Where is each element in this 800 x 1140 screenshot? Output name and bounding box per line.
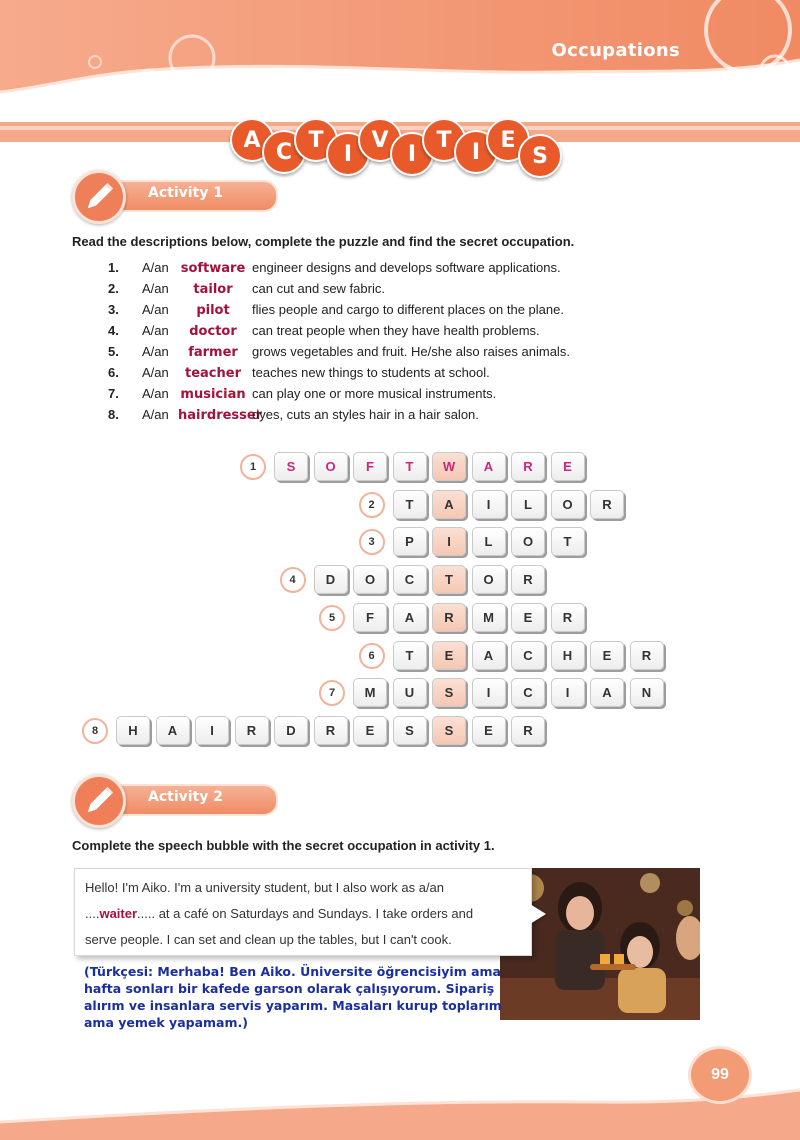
puzzle-row-number: 1	[240, 454, 266, 480]
item-description: flies people and cargo to different places on the plane.	[252, 302, 564, 317]
puzzle-cell[interactable]: A	[156, 716, 190, 745]
description-item	[108, 323, 540, 343]
puzzle-row-number: 3	[359, 529, 385, 555]
puzzle-cell[interactable]: E	[511, 603, 545, 632]
puzzle-cell[interactable]: R	[511, 452, 545, 481]
item-prefix: A/an	[142, 365, 169, 380]
puzzle-cell[interactable]: A	[472, 641, 506, 670]
puzzle-cell[interactable]: T	[432, 565, 466, 594]
puzzle-cell[interactable]: A	[393, 603, 427, 632]
item-prefix: A/an	[142, 302, 169, 317]
puzzle-cell[interactable]: A	[590, 678, 624, 707]
item-answer: farmer	[188, 345, 238, 360]
puzzle-cell[interactable]: E	[472, 716, 506, 745]
puzzle-cell[interactable]: I	[472, 490, 506, 519]
description-item	[108, 260, 561, 280]
page-number: 99	[688, 1046, 752, 1104]
item-prefix: A/an	[142, 407, 169, 422]
item-prefix: A/an	[142, 260, 169, 275]
puzzle-cell[interactable]: T	[393, 452, 427, 481]
item-answer: tailor	[193, 282, 233, 297]
puzzle-cell[interactable]: A	[432, 490, 466, 519]
puzzle-cell[interactable]: T	[393, 490, 427, 519]
item-answer: doctor	[189, 324, 237, 339]
banner-letter: I	[326, 132, 370, 176]
description-item	[108, 344, 570, 364]
banner-letter: V	[358, 118, 402, 162]
puzzle-cell[interactable]: H	[116, 716, 150, 745]
chapter-title: Occupations	[551, 40, 680, 61]
puzzle-cell[interactable]: I	[472, 678, 506, 707]
item-number: 2.	[108, 281, 119, 296]
puzzle-cell[interactable]: S	[274, 452, 308, 481]
puzzle-cell[interactable]: C	[511, 641, 545, 670]
puzzle-row-number: 2	[359, 492, 385, 518]
item-prefix: A/an	[142, 386, 169, 401]
item-description: can treat people when they have health problems.	[252, 323, 540, 338]
puzzle-cell[interactable]: F	[353, 603, 387, 632]
puzzle-cell[interactable]: W	[432, 452, 466, 481]
item-number: 1.	[108, 260, 119, 275]
banner-letter: C	[262, 130, 306, 174]
banner-letter: E	[486, 118, 530, 162]
item-answer: musician	[180, 387, 246, 402]
puzzle-cell[interactable]: D	[274, 716, 308, 745]
puzzle-cell[interactable]: R	[432, 603, 466, 632]
puzzle-cell[interactable]: R	[314, 716, 348, 745]
activity-2-instruction: Complete the speech bubble with the secret occupation in activity 1.	[72, 838, 495, 853]
puzzle-cell[interactable]: E	[432, 641, 466, 670]
activity-1-label: Activity 1	[148, 185, 223, 201]
puzzle-cell[interactable]: I	[432, 527, 466, 556]
puzzle-cell[interactable]: U	[393, 678, 427, 707]
speech-line-2	[85, 901, 521, 927]
item-prefix: A/an	[142, 323, 169, 338]
item-description: teaches new things to students at school.	[252, 365, 490, 380]
item-number: 3.	[108, 302, 119, 317]
puzzle-cell[interactable]: O	[314, 452, 348, 481]
puzzle-cell[interactable]: A	[472, 452, 506, 481]
puzzle-cell[interactable]: E	[590, 641, 624, 670]
item-answer: teacher	[185, 366, 241, 381]
puzzle-cell[interactable]: E	[353, 716, 387, 745]
puzzle-cell[interactable]: H	[551, 641, 585, 670]
banner-letter: I	[390, 132, 434, 176]
puzzle-cell[interactable]: D	[314, 565, 348, 594]
banner-letter: I	[454, 130, 498, 174]
puzzle-cell[interactable]: O	[551, 490, 585, 519]
item-prefix: A/an	[142, 344, 169, 359]
item-answer: software	[180, 261, 246, 276]
item-description: engineer designs and develops software applications.	[252, 260, 561, 275]
activity-1-header	[72, 174, 278, 218]
puzzle-cell[interactable]: S	[432, 716, 466, 745]
puzzle-cell[interactable]: R	[590, 490, 624, 519]
speech-answer: waiter	[99, 906, 138, 921]
turkish-translation: (Türkçesi: Merhaba! Ben Aiko. Üniversite öğrencisiyim ama hafta sonları bir kafede garson olarak çalışıyorum. Sipariş alırım ve insanlara servis yaparım. Masaları kurup toplarım ama yemek yapamam.)	[84, 964, 502, 1030]
puzzle-cell[interactable]: F	[353, 452, 387, 481]
speech-dots-after: .....	[137, 906, 156, 921]
activity-2-label: Activity 2	[148, 789, 223, 805]
puzzle-cell[interactable]: I	[195, 716, 229, 745]
puzzle-cell[interactable]: R	[630, 641, 664, 670]
banner-letter: A	[230, 118, 274, 162]
puzzle-cell[interactable]: M	[472, 603, 506, 632]
puzzle-cell[interactable]: C	[393, 565, 427, 594]
item-number: 4.	[108, 323, 119, 338]
puzzle-cell[interactable]: R	[235, 716, 269, 745]
item-description: dyes, cuts an styles hair in a hair salon.	[252, 407, 479, 422]
activity-2-header	[72, 778, 278, 822]
item-description: grows vegetables and fruit. He/she also raises animals.	[252, 344, 570, 359]
puzzle-cell[interactable]: L	[472, 527, 506, 556]
item-number: 8.	[108, 407, 119, 422]
header-wave	[0, 0, 800, 130]
banner-letter: T	[422, 118, 466, 162]
item-prefix: A/an	[142, 281, 169, 296]
puzzle-row-number: 8	[82, 718, 108, 744]
puzzle-cell[interactable]: R	[551, 603, 585, 632]
description-item	[108, 386, 496, 406]
item-description: can cut and sew fabric.	[252, 281, 385, 296]
pencil-icon	[72, 170, 126, 224]
pencil-icon	[72, 774, 126, 828]
puzzle-cell[interactable]: T	[551, 527, 585, 556]
puzzle-cell[interactable]: C	[511, 678, 545, 707]
puzzle-cell[interactable]: P	[393, 527, 427, 556]
banner-letter: S	[518, 134, 562, 178]
item-description: can play one or more musical instruments.	[252, 386, 497, 401]
speech-dots-before: ....	[85, 906, 100, 921]
puzzle-cell[interactable]: N	[630, 678, 664, 707]
puzzle-cell[interactable]: O	[353, 565, 387, 594]
puzzle-cell[interactable]: I	[551, 678, 585, 707]
item-number: 7.	[108, 386, 119, 401]
puzzle-cell[interactable]: R	[511, 565, 545, 594]
item-number: 5.	[108, 344, 119, 359]
puzzle-cell[interactable]: T	[393, 641, 427, 670]
puzzle-row-number: 4	[280, 567, 306, 593]
item-answer: hairdresser	[178, 408, 263, 423]
speech-line-1: Hello! I'm Aiko. I'm a university student, but I also work as a/an	[85, 880, 445, 895]
speech-bubble	[74, 868, 532, 956]
puzzle-cell[interactable]: O	[511, 527, 545, 556]
puzzle-cell[interactable]: S	[432, 678, 466, 707]
item-answer: pilot	[196, 303, 230, 318]
speech-bubble-tail	[530, 904, 546, 924]
header-band-line	[0, 126, 800, 130]
puzzle-cell[interactable]: R	[511, 716, 545, 745]
speech-line-3: serve people. I can set and clean up the tables, but I can't cook.	[85, 932, 452, 947]
puzzle-cell[interactable]: L	[511, 490, 545, 519]
banner-letter: T	[294, 118, 338, 162]
description-item	[108, 407, 479, 427]
puzzle-row-number: 6	[359, 643, 385, 669]
description-item	[108, 281, 385, 301]
puzzle-row-number: 5	[319, 605, 345, 631]
puzzle-cell[interactable]: S	[393, 716, 427, 745]
puzzle-cell[interactable]: O	[472, 565, 506, 594]
activity-1-instruction: Read the descriptions below, complete the puzzle and find the secret occupation.	[72, 234, 575, 249]
puzzle-row-number: 7	[319, 680, 345, 706]
puzzle-cell[interactable]: E	[551, 452, 585, 481]
description-item	[108, 302, 564, 322]
item-number: 6.	[108, 365, 119, 380]
description-item	[108, 365, 490, 385]
speech-line-2-rest: at a café on Saturdays and Sundays. I take orders and	[155, 906, 474, 921]
footer-wave	[0, 1040, 800, 1140]
puzzle-cell[interactable]: M	[353, 678, 387, 707]
